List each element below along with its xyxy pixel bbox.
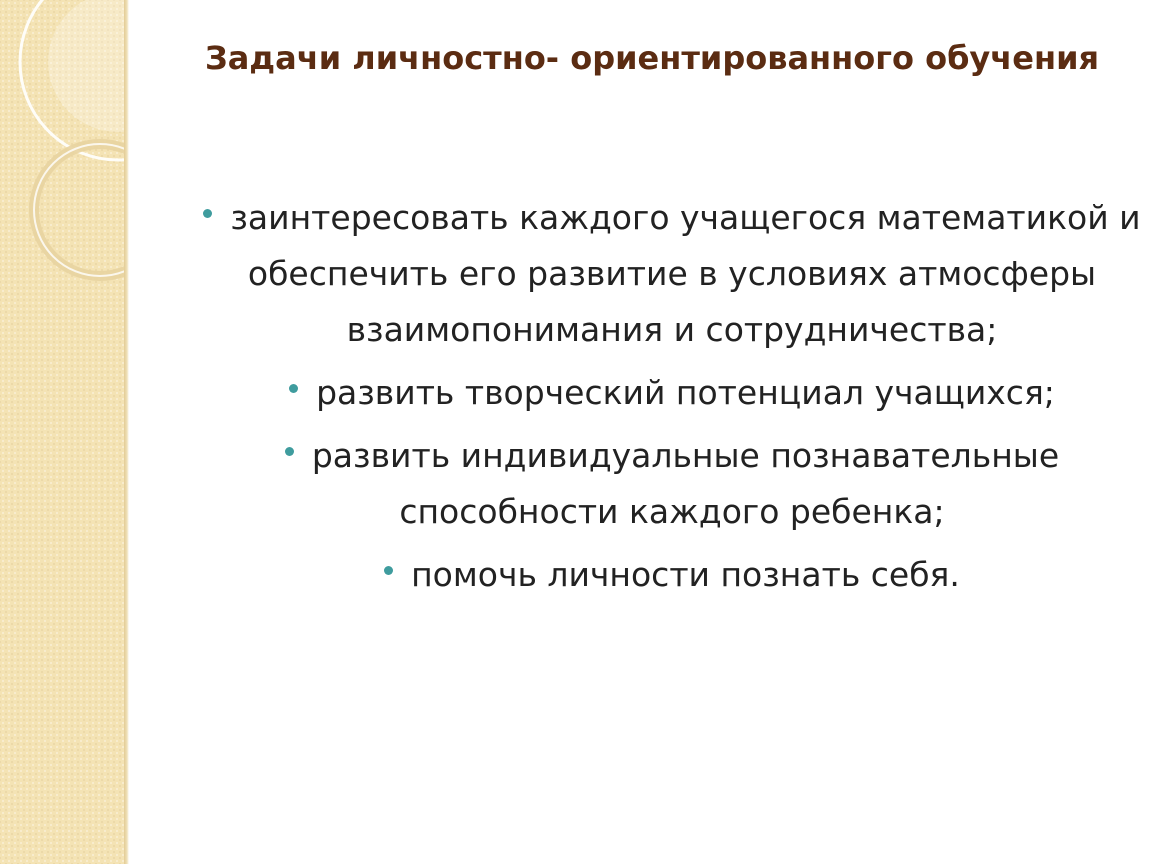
slide-title: Задачи личностно- ориентированного обучения (204, 39, 1100, 77)
round-bullet-icon (289, 384, 298, 393)
decorative-circles-icon (0, 0, 124, 300)
bullet-item (200, 547, 1144, 603)
round-bullet-icon (203, 209, 212, 218)
bullet-item (200, 365, 1144, 421)
side-band-edge (124, 0, 129, 864)
bullet-item (200, 428, 1144, 540)
round-bullet-icon (285, 447, 294, 456)
bullet-text: помочь личности познать себя. (411, 555, 960, 594)
round-bullet-icon (384, 566, 393, 575)
decorative-side-band (0, 0, 124, 864)
bullet-text: заинтересовать каждого учащегося математикой и обеспечить его развитие в условиях атмосферы взаимопонимания и сотрудничества; (230, 198, 1141, 349)
bullet-text: развить индивидуальные познавательные способности каждого ребенка; (311, 436, 1060, 531)
bullet-text: развить творческий потенциал учащихся; (316, 373, 1055, 412)
bullet-item (200, 190, 1144, 358)
bullet-list (200, 190, 1144, 610)
